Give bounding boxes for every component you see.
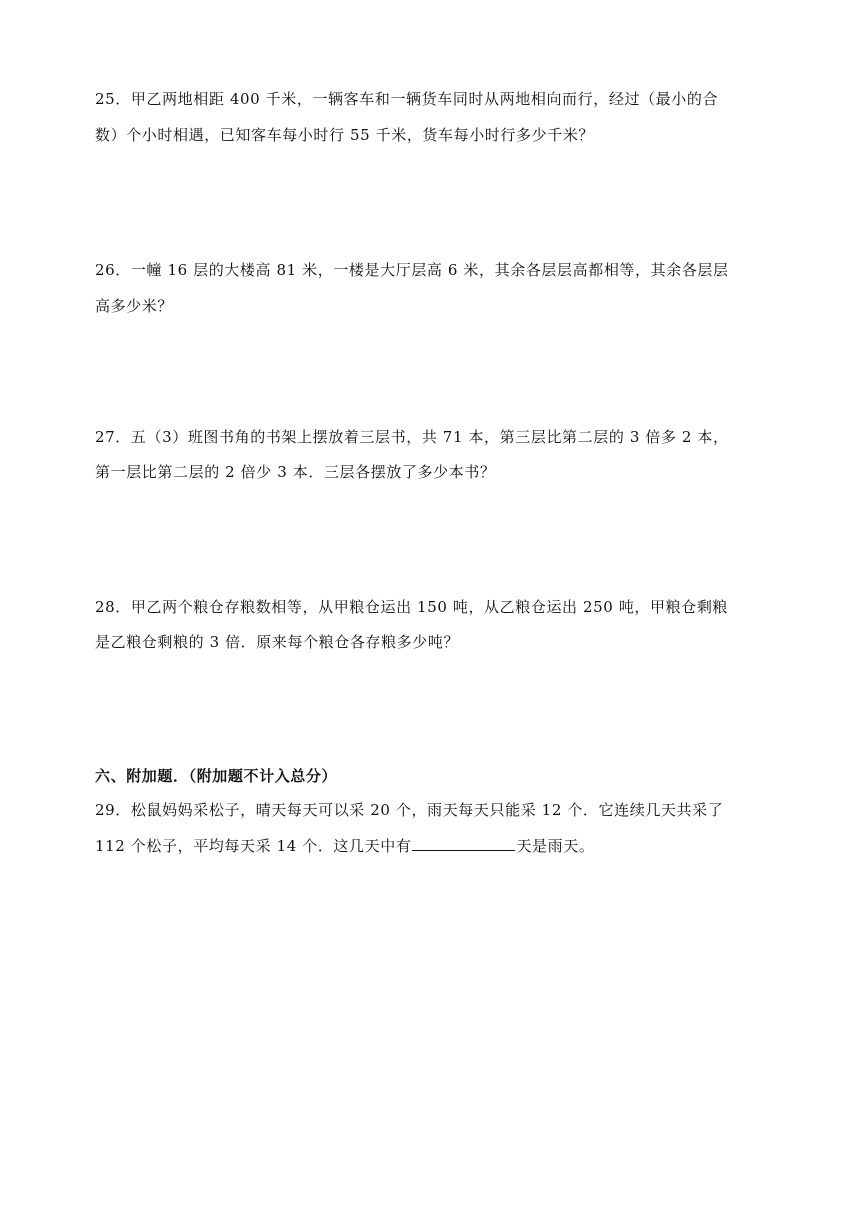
question-28-line-1: 28．甲乙两个粮仓存粮数相等，从甲粮仓运出 150 吨，从乙粮仓运出 250 吨，甲粮仓剩粮 bbox=[95, 598, 729, 616]
answer-blank[interactable] bbox=[412, 834, 515, 851]
question-29-line-2 bbox=[95, 834, 594, 856]
question-26-line-1: 26．一幢 16 层的大楼高 81 米，一楼是大厅层高 6 米，其余各层层高都相等，其余各层层 bbox=[95, 261, 729, 279]
question-29-text-after-blank: 天是雨天。 bbox=[516, 837, 595, 855]
question-29-line-1: 29．松鼠妈妈采松子，晴天每天可以采 20 个，雨天每天只能采 12 个．它连续几天共采了 bbox=[95, 801, 724, 819]
question-26-line-2: 高多少米？ bbox=[95, 297, 174, 315]
question-25-line-2: 数）个小时相遇，已知客车每小时行 55 千米，货车每小时行多少千米？ bbox=[95, 126, 595, 144]
question-29-text-before-blank: 112 个松子，平均每天采 14 个．这几天中有 bbox=[95, 837, 412, 855]
question-27-line-2: 第一层比第二层的 2 倍少 3 本．三层各摆放了多少本书？ bbox=[95, 463, 496, 481]
question-27-line-1: 27．五（3）班图书角的书架上摆放着三层书，共 71 本，第三层比第二层的 3 倍多 2 本， bbox=[95, 428, 729, 446]
section-six-title: 六、附加题．（附加题不计入总分） bbox=[95, 767, 338, 785]
question-25-line-1: 25．甲乙两地相距 400 千米，一辆客车和一辆货车同时从两地相向而行，经过（最小的合 bbox=[95, 90, 719, 108]
question-28-line-2: 是乙粮仓剩粮的 3 倍．原来每个粮仓各存粮多少吨？ bbox=[95, 633, 460, 651]
